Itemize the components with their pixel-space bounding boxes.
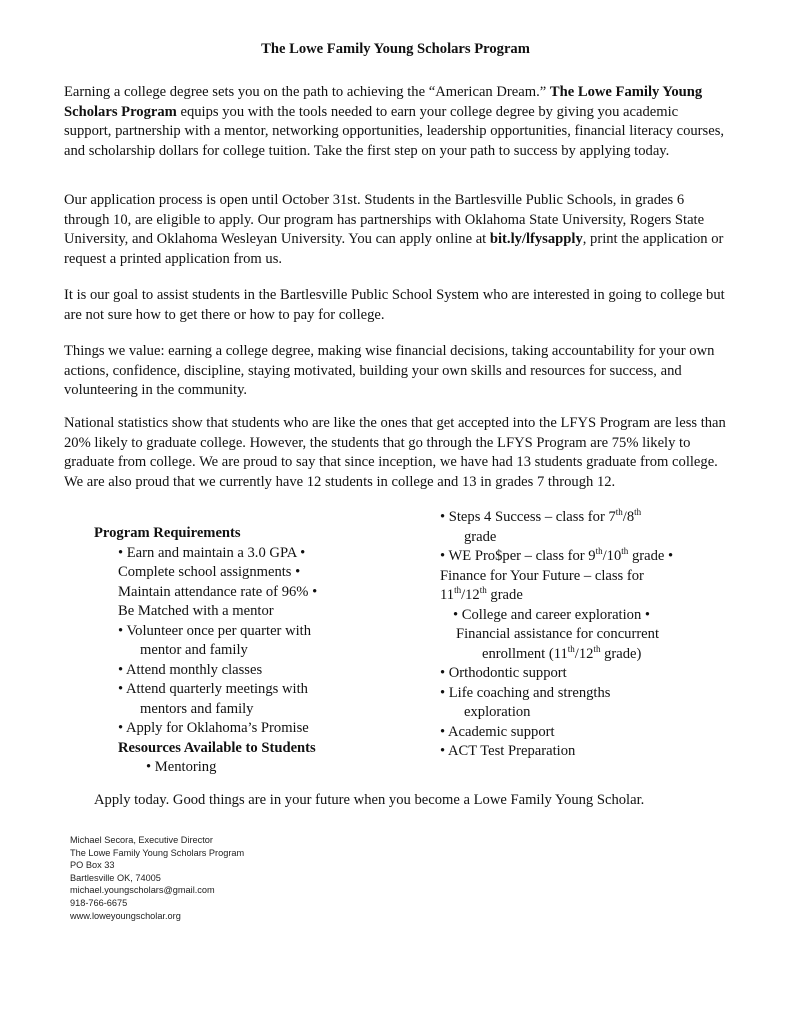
resource-line: exploration [464, 704, 531, 720]
contact-po-box: PO Box 33 [70, 860, 115, 871]
resource-enrollment: enrollment (11th/12th grade) [482, 643, 642, 662]
contact-email[interactable]: michael.youngscholars@gmail.com [70, 885, 215, 896]
contact-city: Bartlesville OK, 74005 [70, 872, 161, 883]
resource-we-prosper: • WE Pro$per – class for 9th/10th grade • [440, 546, 674, 564]
requirement-line: • Apply for Oklahoma’s Promise [118, 720, 309, 736]
values-paragraph: Things we value: earning a college degree, making wise financial decisions, taking accountability for your own actions, confidence, discipline, staying motivated, building your own skills and resources for success, and volunteering in the community. [64, 343, 715, 398]
resource-line: • College and career exploration • [453, 606, 651, 623]
resource-steps-4-success: • Steps 4 Success – class for 7th/8th [440, 507, 642, 525]
application-text: Our application process is open until October 31st. Students in the Bartlesville Public Schools, in grades 6 through 10, are eligible to apply. Our program has partnerships with Oklahoma State University, Rogers State University, and Oklahoma Wesleyan University. You can apply online at [64, 192, 705, 247]
application-text-end: , print the application or request a printed application from us. [64, 231, 724, 267]
resource-item: • Academic support [440, 723, 555, 740]
application-paragraph [64, 191, 729, 269]
statistics-paragraph: National statistics show that students who are like the ones that get accepted into the LFYS Program are less than 20% likely to graduate college. However, the students that go through the LFYS Program are 75% likely to graduate from college. We are proud to say that since inception, we have had 13 students graduate from college. We are also proud that we currently have 12 students in college and 13 in grades 7 through 12. [64, 415, 726, 490]
resource-finance-grades: 11th/12th grade [440, 585, 523, 603]
resource-item: • Orthodontic support [440, 665, 567, 681]
goal-paragraph: It is our goal to assist students in the Bartlesville Public School System who are interested in going to college but are not sure how to get there or how to pay for college. [64, 287, 725, 323]
resources-heading: Resources Available to Students [118, 739, 316, 756]
resources-column [440, 508, 740, 762]
contact-block [70, 834, 244, 922]
requirements-heading: Program Requirements [94, 525, 241, 541]
application-link[interactable]: bit.ly/lfysapply [489, 231, 583, 247]
requirement-line: • Volunteer once per quarter with [118, 622, 312, 639]
intro-text-end: equips you with the tools needed to earn your college degree by giving you academic support, partnership with a mentor, networking opportunities, leadership opportunities, financial literacy courses, and scholarship dollars for college tuition. Take the first step on your path to success by applying today. [64, 103, 725, 159]
resource-line: Financial assistance for concurrent [456, 626, 660, 642]
contact-org: The Lowe Family Young Scholars Program [70, 847, 245, 858]
requirement-line: mentors and family [140, 700, 254, 717]
requirements-column [94, 524, 394, 778]
resource-item: • Life coaching and strengths [440, 684, 611, 701]
requirement-line: • Earn and maintain a 3.0 GPA • [118, 544, 306, 561]
contact-phone: 918-766-6675 [70, 897, 128, 908]
requirement-line: Be Matched with a mentor [118, 603, 274, 619]
requirement-line: • Attend quarterly meetings with [118, 681, 308, 697]
contact-name: Michael Secora, Executive Director [70, 835, 213, 845]
closing-line: Apply today. Good things are in your future when you become a Lowe Family Young Scholar. [94, 792, 645, 808]
resource-item: • ACT Test Preparation [440, 743, 576, 759]
page-title: The Lowe Family Young Scholars Program [261, 41, 530, 57]
intro-paragraph [64, 83, 729, 161]
intro-text: Earning a college degree sets you on the path to achieving the “American Dream.” [64, 84, 547, 100]
requirement-line: • Attend monthly classes [118, 661, 263, 678]
resource-item: • Mentoring [146, 759, 217, 775]
resource-line: Finance for Your Future – class for [440, 567, 644, 584]
program-name: The Lowe Family Young Scholars Program [64, 84, 703, 120]
requirement-line: Maintain attendance rate of 96% • [118, 583, 318, 600]
requirement-line: Complete school assignments • [118, 564, 301, 580]
requirement-line: mentor and family [140, 642, 248, 658]
contact-website[interactable]: www.loweyoungscholar.org [70, 910, 181, 921]
resource-line: grade [464, 528, 497, 545]
